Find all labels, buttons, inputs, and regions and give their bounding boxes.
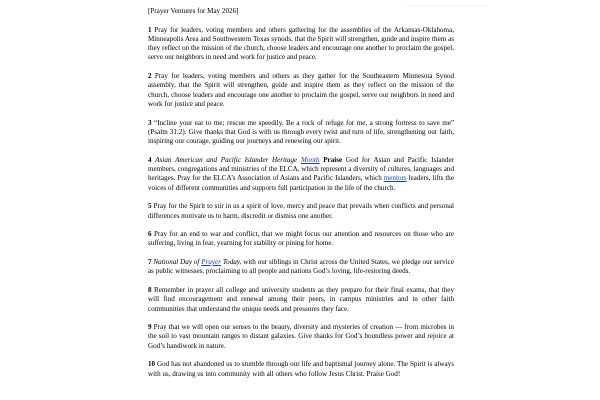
item-text: God has not abandoned us to stumble through our life and baptismal journey alone. The Spirit is always with us, drawing us into community with all others who follow Jesus Christ. Praise God! bbox=[148, 360, 454, 378]
link-national-day-of-prayer[interactable]: Prayer bbox=[201, 258, 221, 267]
item-lead-word: Today, bbox=[220, 258, 242, 267]
item-text: with our siblings in Christ across the United States, we pledge our service as public witnesses, proclaiming to all people and nations God’s loving, life-restoring deeds. bbox=[148, 258, 454, 276]
prayer-item-8 bbox=[148, 286, 454, 314]
item-number: 9 bbox=[148, 323, 152, 332]
item-text: Pray for leaders, voting members and others as they gather for the Southeastern Minnesota Synod assembly, that the Spirit will strengthen, guide and inspire them as they reflect on the mission of the church, choose leaders and encourage one another to proclaim the gospel, serve our neighbors in need and work for justice and peace. bbox=[148, 72, 454, 108]
item-number: 1 bbox=[148, 25, 152, 34]
item-text: Pray that we will open our senses to the beauty, diversity and mysteries of creation — from microbes in the soil to vast mountain ranges to distant galaxies. Give thanks for God’s boundless power and rejoice at God’s handiwork in nature. bbox=[148, 323, 454, 350]
item-lead-word: Praise bbox=[319, 155, 343, 164]
document-text-body bbox=[148, 7, 454, 388]
item-number: 7 bbox=[148, 258, 152, 267]
item-text: Pray for the Spirit to stir in us a spirit of love, mercy and peace that prevails when conflicts and personal differences motivate us to harm, discredit or dismiss one another. bbox=[148, 202, 454, 220]
prayer-item-4 bbox=[148, 156, 454, 193]
prayer-item-3 bbox=[148, 119, 454, 147]
page-top-rule bbox=[404, 5, 488, 6]
prayer-item-7 bbox=[148, 258, 454, 277]
prayer-item-10 bbox=[148, 360, 454, 379]
item-text: “Incline your ear to me; rescue me speedily. Be a rock of refuge for me, a strong fortress to save me” (Psalm 31:2). Give thanks that God is with us through every twist and turn of life, strengthening our faith, inspiring our courage, guiding our journeys and renewing our spirit. bbox=[148, 118, 455, 146]
document-header: [Prayer Ventures for May 2026] bbox=[148, 7, 239, 15]
prayer-item-5 bbox=[148, 202, 454, 221]
prayer-item-9 bbox=[148, 323, 454, 351]
prayer-item-1 bbox=[148, 26, 454, 63]
item-number: 5 bbox=[148, 202, 152, 211]
item-number: 3 bbox=[148, 118, 152, 127]
link-mentors[interactable]: mentors bbox=[383, 174, 407, 183]
item-number: 8 bbox=[148, 285, 152, 294]
item-text: Remember in prayer all college and university students as they prepare for their final exams, that they will find encouragement and renewal among their peers, in campus ministries and in other faith communities that understand the unique needs and pressures they face. bbox=[148, 285, 454, 313]
prayer-item-6 bbox=[148, 230, 454, 249]
item-text: Pray for an end to war and conflict, that we might focus our attention and resources on those who are suffering, living in fear, yearning for stability or pining for home. bbox=[148, 230, 454, 248]
item-heading: Asian American and Pacific Islander Heritage bbox=[155, 155, 301, 164]
item-number: 4 bbox=[148, 155, 152, 164]
item-heading: National Day of bbox=[153, 258, 202, 267]
item-text: God for Asian and Pacific Islander members, congregations and ministries of the ELCA, which represent a diversity of cultures, languages and heritages. Pray for the ELCA’s Association of Asians and Pacific Islanders, which bbox=[148, 155, 454, 183]
prayer-item-2 bbox=[148, 72, 454, 109]
item-text-continued: leaders, lifts the voices of different communities and supports full participation in the life of the church. bbox=[148, 174, 454, 192]
item-number: 2 bbox=[148, 72, 152, 81]
link-heritage-month[interactable]: Month bbox=[300, 155, 320, 164]
item-number: 10 bbox=[148, 360, 156, 369]
item-text: Pray for leaders, voting members and others gathering for the assemblies of the Arkansas-Oklahoma, Minneapolis Area and Southwestern Texas synods, that the Spirit will strengthen, guide and inspire them as they reflect on the mission of the church, choose leaders and encourage one another to proclaim the gospel, serve our neighbors in need and work for justice and peace. bbox=[148, 25, 454, 62]
item-number: 6 bbox=[148, 230, 152, 239]
